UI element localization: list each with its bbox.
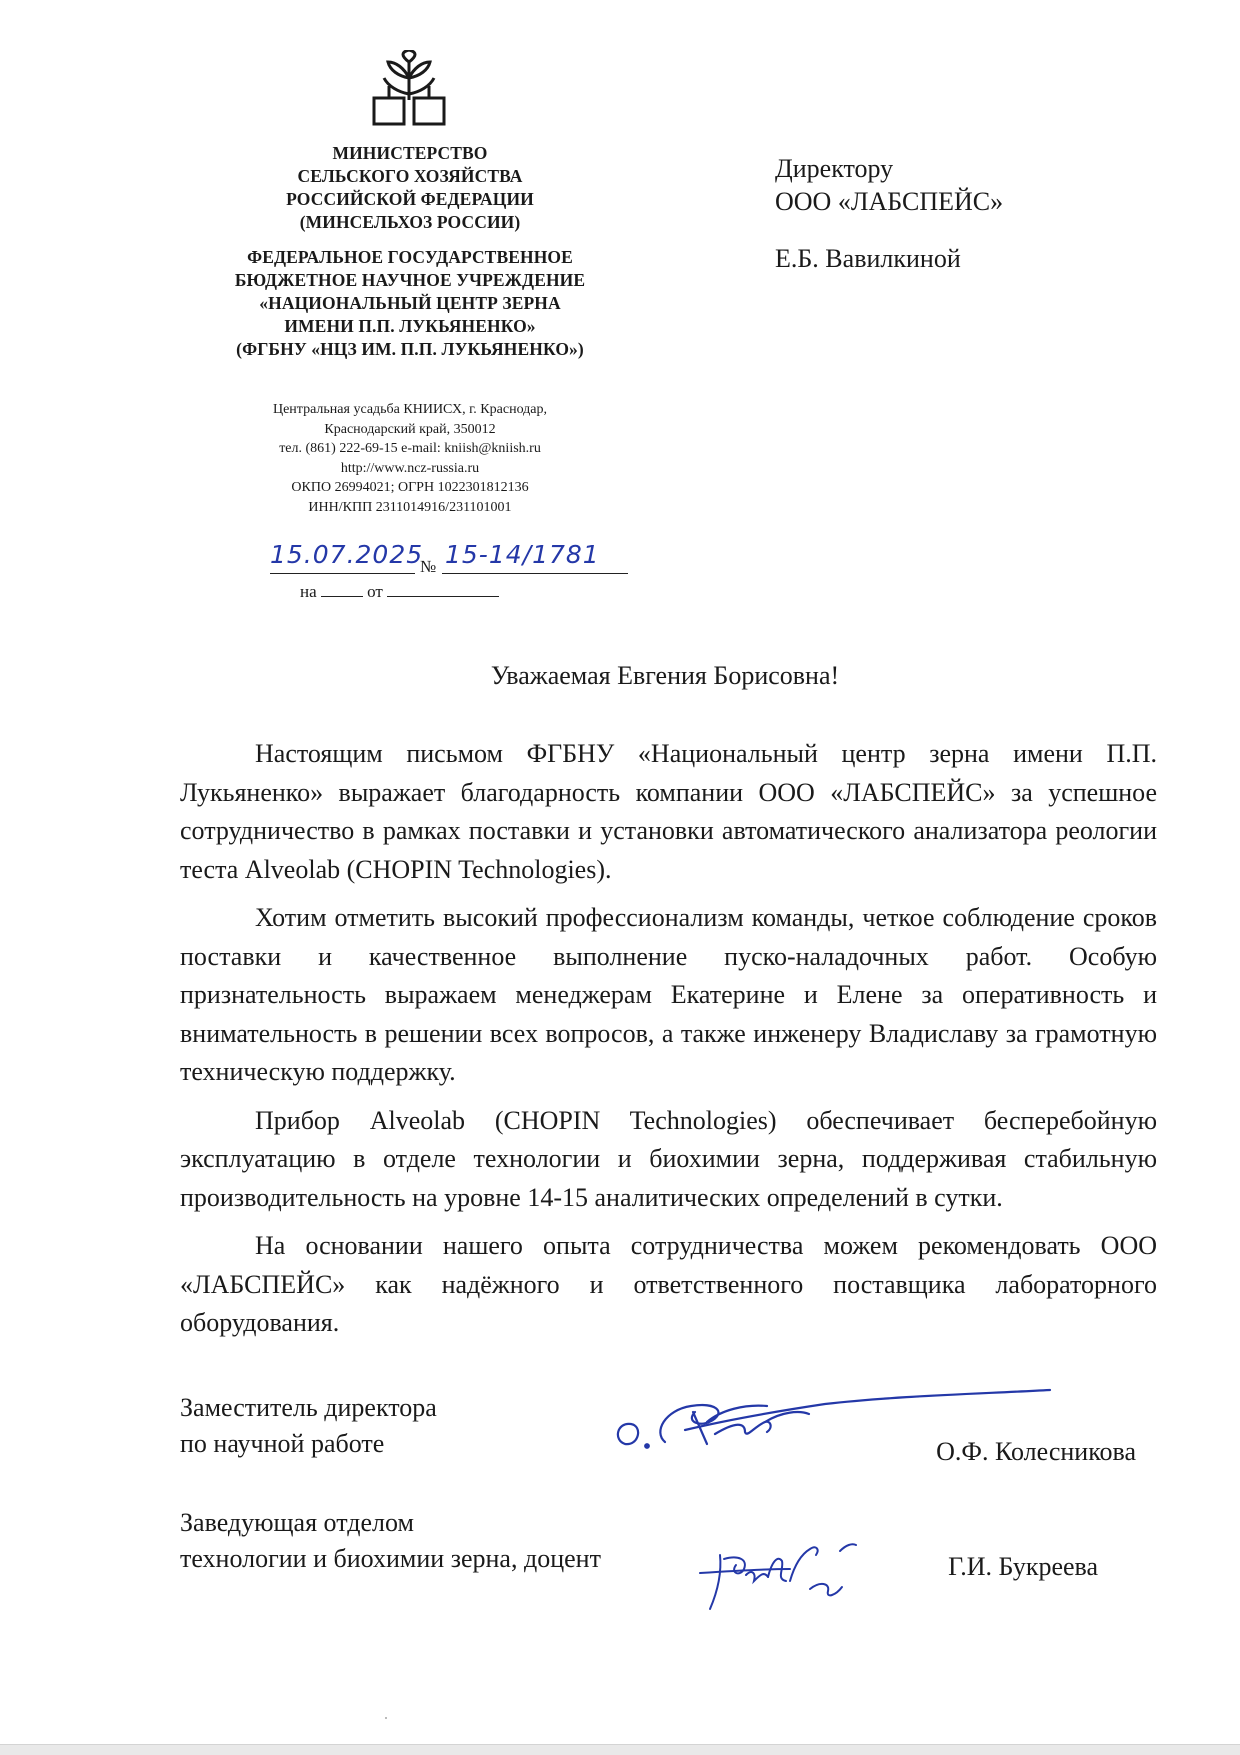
- registration-date: 15.07.2025: [270, 540, 424, 569]
- contact-details: [180, 400, 640, 517]
- addressee-company: ООО «ЛАБСПЕЙС»: [775, 187, 1004, 216]
- signatory-name: О.Ф. Колесникова: [936, 1437, 1136, 1466]
- contact-line: http://www.ncz-russia.ru: [340, 460, 480, 476]
- na-label: на: [300, 582, 317, 601]
- institution-line: (ФГБНУ «НЦЗ ИМ. П.П. ЛУКЬЯНЕНКО»): [236, 339, 584, 359]
- addressee-block: [775, 152, 1195, 275]
- number-sign: №: [420, 557, 437, 576]
- addressee-name: Е.Б. Вавилкиной: [775, 244, 961, 273]
- ministry-line: МИНИСТЕРСТВО: [332, 143, 488, 163]
- registration-number: 15-14/1781: [445, 540, 600, 569]
- ministry-emblem-icon: [368, 50, 450, 126]
- signatory-name: Г.И. Букреева: [948, 1552, 1098, 1581]
- addressee-position: Директору: [775, 154, 894, 183]
- ministry-line: РОССИЙСКОЙ ФЕДЕРАЦИИ: [286, 189, 534, 209]
- ot-label: от: [367, 582, 383, 601]
- signature-block-department-head: [180, 1505, 1160, 1595]
- signatory-title: Заведующая отделом: [180, 1508, 414, 1537]
- letter-body: [180, 735, 1157, 1353]
- contact-line: ИНН/КПП 2311014916/231101001: [308, 499, 512, 515]
- ministry-line: (МИНСЕЛЬХОЗ РОССИИ): [299, 212, 521, 232]
- handwritten-signature-icon: [680, 1525, 880, 1615]
- institution-line: ИМЕНИ П.П. ЛУКЬЯНЕНКО»: [284, 316, 536, 336]
- signature-block-deputy-director: [180, 1390, 1160, 1480]
- signatory-title: Заместитель директора: [180, 1393, 437, 1422]
- body-paragraph: На основании нашего опыта сотрудничества можем рекомендовать ООО «ЛАБСПЕЙС» как надёжного и ответственного поставщика лабораторного оборудования.: [180, 1231, 1157, 1337]
- institution-line: БЮДЖЕТНОЕ НАУЧНОЕ УЧРЕЖДЕНИЕ: [234, 270, 586, 290]
- contact-line: тел. (861) 222-69-15 e-mail: kniish@kniish.ru: [279, 441, 541, 456]
- contact-line: Краснодарский край, 350012: [324, 421, 496, 437]
- contact-line: ОКПО 26994021; ОГРН 1022301812136: [291, 480, 529, 495]
- ministry-line: СЕЛЬСКОГО ХОЗЯЙСТВА: [297, 166, 523, 186]
- body-paragraph: Настоящим письмом ФГБНУ «Национальный центр зерна имени П.П. Лукьяненко» выражает благодарность компании ООО «ЛАБСПЕЙС» за успешное сотрудничество в рамках поставки и установки автоматического анализатора реологии теста Alveolab (CHOPIN Technologies).: [180, 739, 1157, 884]
- body-paragraph: Прибор Alveolab (CHOPIN Technologies) обеспечивает бесперебойную эксплуатацию в отделе технологии и биохимии зерна, поддерживая стабильную производительность на уровне 14-15 аналитических определений в сутки.: [180, 1105, 1157, 1212]
- scan-border: [0, 1744, 1240, 1755]
- contact-line: Центральная усадьба КНИИСХ, г. Краснодар,: [272, 402, 547, 417]
- signatory-title: по научной работе: [180, 1429, 385, 1458]
- registration-row: [270, 540, 630, 580]
- signatory-title: технологии и биохимии зерна, доцент: [180, 1544, 601, 1573]
- institution-line: «НАЦИОНАЛЬНЫЙ ЦЕНТР ЗЕРНА: [259, 293, 561, 313]
- body-paragraph: Хотим отметить высокий профессионализм команды, четкое соблюдение сроков поставки и качественное выполнение пуско-наладочных работ. Особую признательность выражаем менеджерам Екатерине и Елене за оперативность и внимательность в решении всех вопросов, а также инженеру Владиславу за грамотную техническую поддержку.: [180, 903, 1157, 1086]
- institution-line: ФЕДЕРАЛЬНОЕ ГОСУДАРСТВЕННОЕ: [247, 247, 573, 267]
- organization-header: [180, 142, 640, 361]
- greeting: Уважаемая Евгения Борисовна!: [490, 661, 840, 690]
- reply-reference-row: [300, 582, 600, 602]
